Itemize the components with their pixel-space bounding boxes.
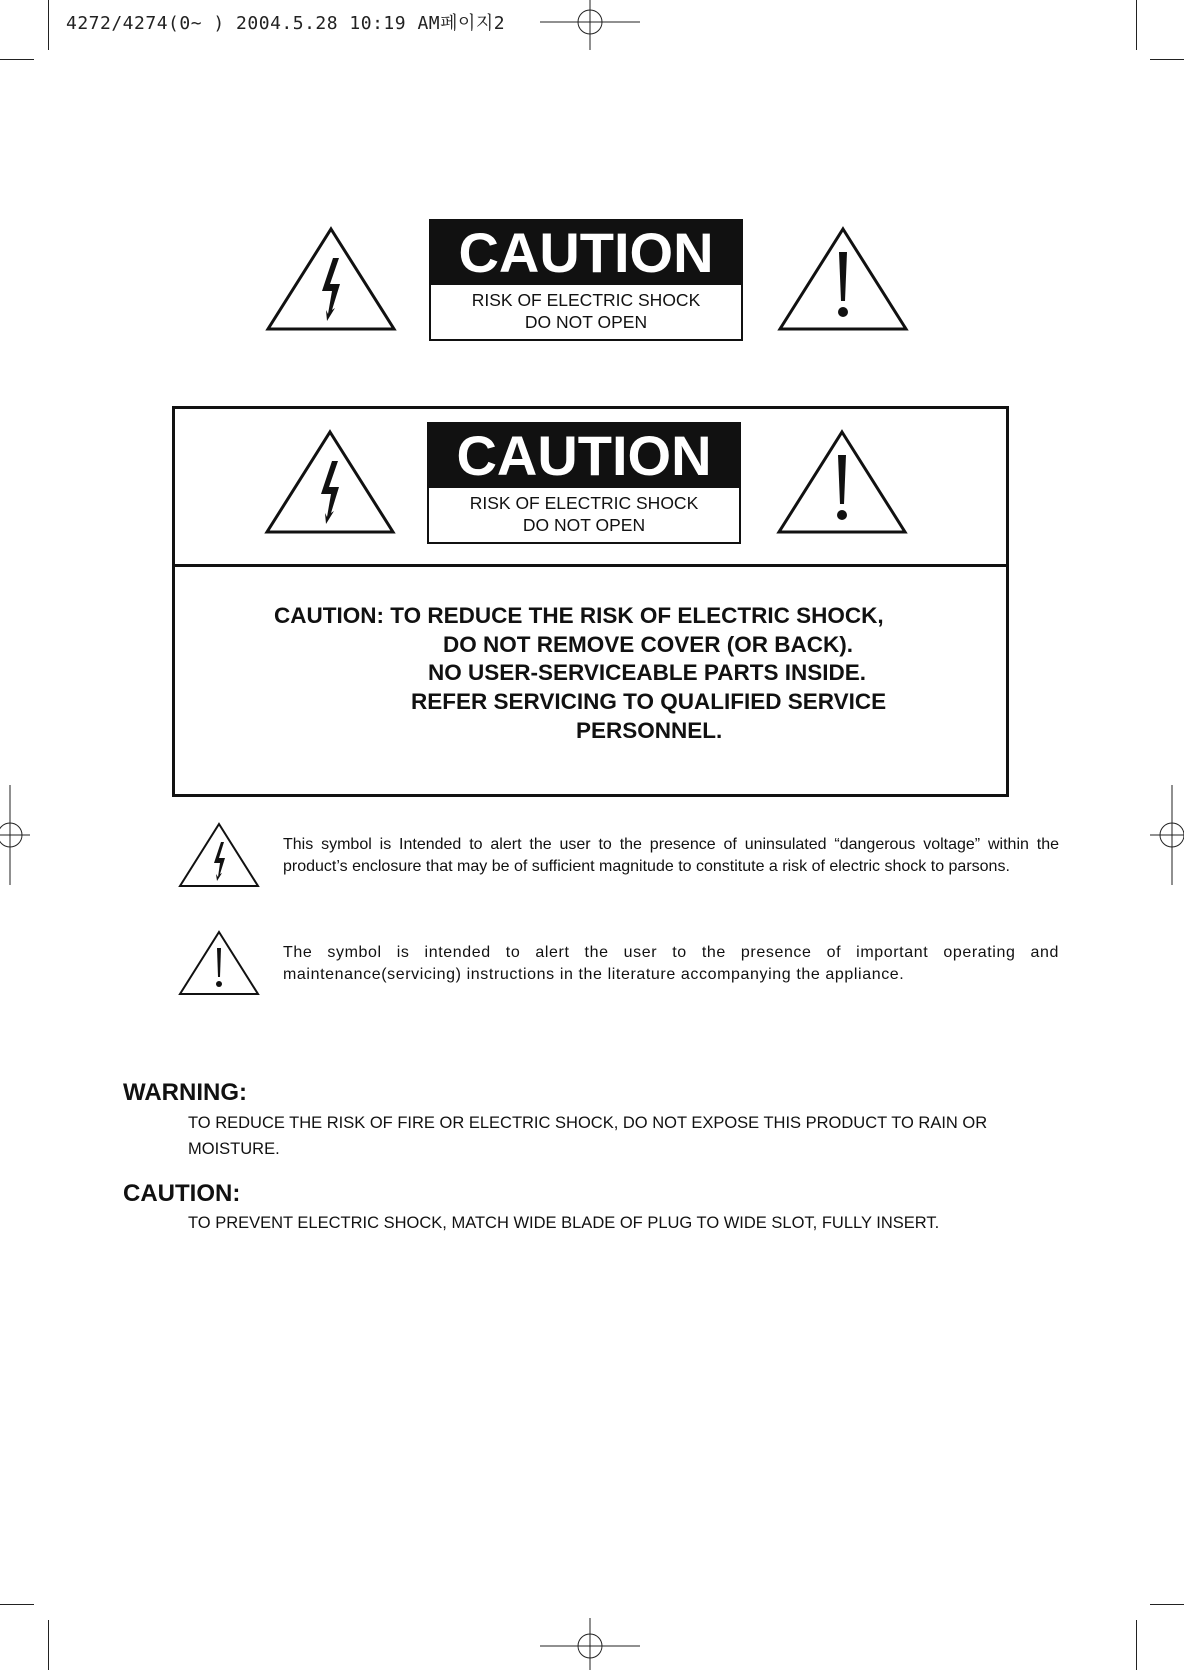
boxed-caution-label-line1: RISK OF ELECTRIC SHOCK — [469, 493, 699, 513]
registration-mark-right — [1150, 785, 1184, 885]
lightning-triangle-icon — [264, 429, 396, 535]
warning-heading: WARNING: — [123, 1079, 247, 1106]
registration-mark-bottom — [540, 1618, 640, 1670]
statement-line1: TO REDUCE THE RISK OF ELECTRIC SHOCK, — [390, 603, 884, 628]
caution-label-line1: RISK OF ELECTRIC SHOCK — [471, 290, 701, 310]
exclamation-triangle-icon — [178, 930, 260, 996]
statement-line4: REFER SERVICING TO QUALIFIED SERVICE — [411, 689, 887, 714]
registration-mark-left — [0, 785, 30, 885]
caution-label-title: CAUTION — [431, 221, 741, 285]
caution-heading: CAUTION: — [123, 1180, 241, 1207]
statement-line3: NO USER-SERVICEABLE PARTS INSIDE. — [428, 660, 866, 685]
statement-prefix: CAUTION: — [274, 603, 384, 628]
boxed-caution-label-title: CAUTION — [429, 424, 739, 488]
print-header: 4272/4274(0~ ) 2004.5.28 10:19 AM페이지2 — [66, 13, 506, 34]
caution-label — [429, 219, 743, 341]
lightning-triangle-icon — [178, 822, 260, 888]
exclamation-triangle-icon — [777, 226, 909, 332]
lightning-symbol-description: This symbol is Intended to alert the user to the presence of uninsulated “dangerous voltage” within the product’s enclosure that may be of sufficient magnitude to constitute a risk of electric shock to parsons. — [283, 836, 1059, 875]
warning-text: TO REDUCE THE RISK OF FIRE OR ELECTRIC SHOCK, DO NOT EXPOSE THIS PRODUCT TO RAIN OR MOISTURE. — [188, 1114, 988, 1158]
caution-label-line2: DO NOT OPEN — [524, 312, 648, 332]
registration-mark-top — [540, 0, 640, 50]
statement-line5: PERSONNEL. — [576, 718, 723, 743]
caution-text: TO PREVENT ELECTRIC SHOCK, MATCH WIDE BLADE OF PLUG TO WIDE SLOT, FULLY INSERT. — [188, 1214, 940, 1232]
exclamation-symbol-description: The symbol is intended to alert the user to the presence of important operating and maintenance(servicing) instructions in the literature accompanying the appliance. — [283, 944, 1059, 983]
exclamation-triangle-icon — [776, 429, 908, 535]
statement-line2: DO NOT REMOVE COVER (OR BACK). — [443, 632, 854, 657]
lightning-triangle-icon — [265, 226, 397, 332]
boxed-caution-label-line2: DO NOT OPEN — [522, 515, 646, 535]
boxed-caution-label — [427, 422, 741, 544]
frame-divider — [175, 564, 1006, 567]
